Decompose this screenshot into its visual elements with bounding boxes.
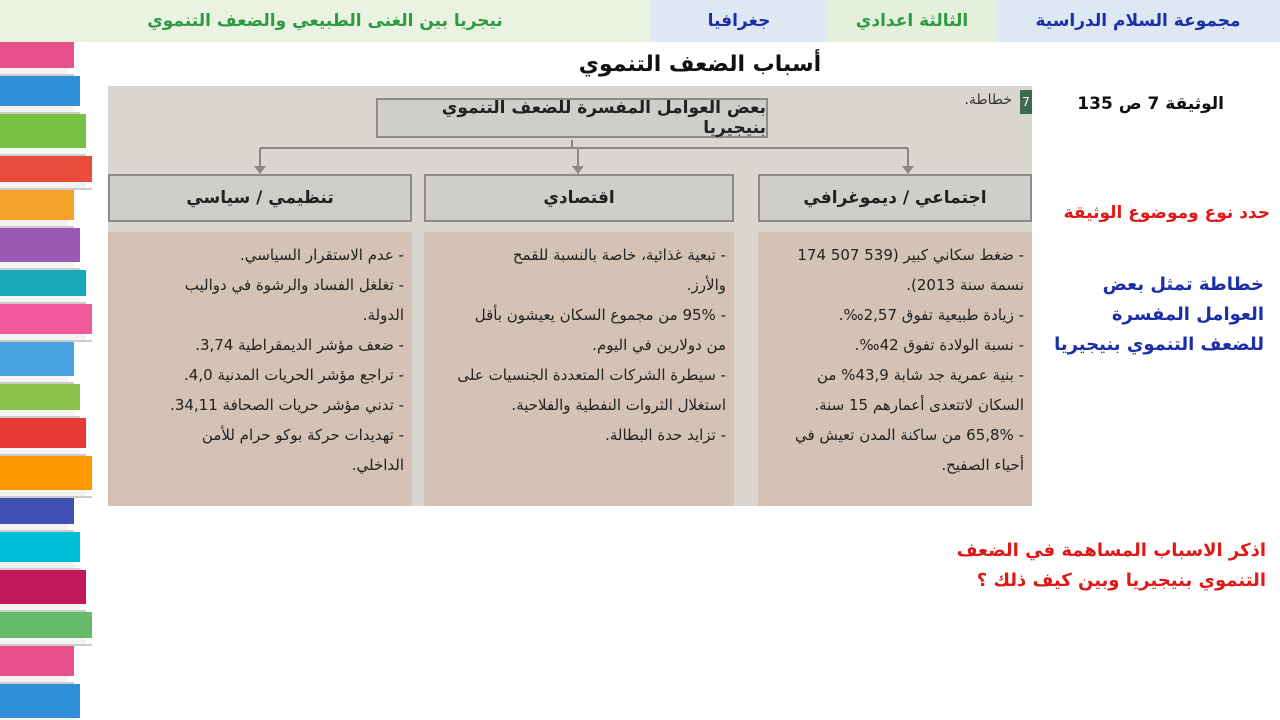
document-reference: الوثيقة 7 ص 135 <box>1077 94 1224 114</box>
list-item: - تراجع مؤشر الحريات المدنية 4,0. <box>184 366 404 384</box>
list-item: - ضعف مؤشر الديمقراطية 3,74. <box>195 336 404 354</box>
header-subject: جغرافيا <box>650 0 828 42</box>
list-item: السكان لاتتعدى أعمارهم 15 سنة. <box>814 396 1024 414</box>
question-1: حدد نوع وموضوع الوثيقة <box>1063 203 1270 223</box>
list-item: - زيادة طبيعية تفوق 2,57‰. <box>838 306 1024 324</box>
list-item: - سيطرة الشركات المتعددة الجنسيات على <box>457 366 726 384</box>
diagram-main-box: بعض العوامل المفسرة للضعف التنموي بنيجيريا <box>376 98 768 138</box>
list-item: - 65,8% من ساكنة المدن تعيش في <box>794 426 1024 444</box>
list-item: الدولة. <box>362 306 404 324</box>
header-group: مجموعة السلام الدراسية <box>996 0 1280 42</box>
category-organizational-political: تنظيمي / سياسي <box>108 174 412 222</box>
list-item: - 95% من مجموع السكان يعيشون بأقل <box>474 306 726 324</box>
list-item: من دولارين في اليوم. <box>592 336 726 354</box>
list-item: استغلال الثروات النفطية والفلاحية. <box>511 396 726 414</box>
document-number: 7 <box>1020 90 1032 114</box>
books-stack-image <box>0 42 100 720</box>
list-item: - بنية عمرية جد شابة 43,9% من <box>816 366 1024 384</box>
list-item: أحياء الصفيح. <box>941 456 1024 474</box>
header-level: الثالثة اعدادي <box>828 0 996 42</box>
list-item: - ضغط سكاني كبير (539 507 174 <box>797 246 1024 264</box>
header-topic: نيجريا بين الغنى الطبيعي والضعف التنموي <box>0 0 650 42</box>
list-item: الداخلي. <box>351 456 404 474</box>
column-organizational-political <box>108 232 412 506</box>
list-item: - عدم الاستقرار السياسي. <box>240 246 404 264</box>
diagram-connectors <box>108 86 1032 186</box>
list-item: نسمة سنة 2013). <box>906 276 1024 294</box>
list-item: - نسبة الولادة تفوق 42‰. <box>854 336 1024 354</box>
list-item: - تبعية غذائية، خاصة بالنسبة للقمح <box>512 246 726 264</box>
page-title: أسباب الضعف التنموي <box>578 52 822 77</box>
header-bar <box>0 0 1280 42</box>
category-economic: اقتصادي <box>424 174 734 222</box>
list-item: - تزايد حدة البطالة. <box>605 426 726 444</box>
scanned-document <box>108 86 1032 506</box>
list-item: والأرز. <box>686 276 726 294</box>
list-item: - تغلغل الفساد والرشوة في دواليب <box>184 276 404 294</box>
answer-1: خطاطة تمثل بعض العوامل المفسرة للضعف التنموي بنيجيريا <box>1054 274 1264 355</box>
column-social-demographic <box>758 232 1032 506</box>
document-type: خطاطة. <box>964 92 1012 108</box>
question-2: اذكر الاسباب المساهمة في الضعف التنموي بنيجيريا وبين كيف ذلك ؟ <box>956 540 1266 591</box>
column-economic <box>424 232 734 506</box>
list-item: - تهديدات حركة بوكو حرام للأمن <box>201 426 404 444</box>
list-item: - تدني مؤشر حريات الصحافة 34,11. <box>170 396 404 414</box>
category-social-demographic: اجتماعي / ديموغرافي <box>758 174 1032 222</box>
